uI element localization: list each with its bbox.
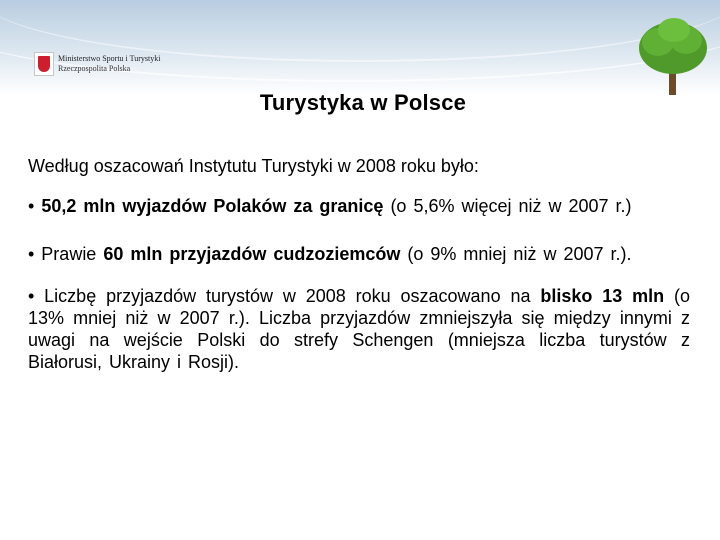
bullet-1-bold: 50,2 mln wyjazdów Polaków za granicę (41, 196, 384, 216)
slide-body (28, 155, 690, 393)
bullet-3-prefix: • Liczbę przyjazdów turystów w 2008 roku oszacowano na (28, 286, 541, 306)
bullet-3-bold: blisko 13 mln (540, 286, 665, 306)
slide-title: Turystyka w Polsce (259, 90, 467, 115)
bullet-3-rest: (o 13% mniej niż w 2007 r.). Liczba przyjazdów zmniejszyła się między innymi z uwagi na wejście Polski do strefy Schengen (mniejsza liczba turystów z Białorusi, Ukrainy i Rosji). (28, 286, 690, 372)
intro-text: Według oszacowań Instytutu Turystyki w 2008 roku było: (28, 156, 479, 176)
bullet-1 (28, 195, 690, 217)
ministry-line-2: Rzeczpospolita Polska (58, 64, 131, 73)
ministry-name (58, 54, 160, 74)
bullet-1-prefix: • (28, 196, 42, 216)
slide-header-band (0, 0, 720, 95)
polish-eagle-emblem-icon (34, 52, 54, 76)
tree-icon (628, 12, 718, 95)
bullet-1-rest: (o 5,6% więcej niż w 2007 r.) (383, 196, 632, 216)
bullet-2 (28, 243, 690, 265)
bullet-2-bold: 60 mln przyjazdów cudzoziemców (103, 244, 401, 264)
ministry-logo (34, 52, 160, 76)
bullet-2-prefix: • Prawie (28, 244, 104, 264)
bullet-3 (28, 285, 690, 373)
ministry-line-1: Ministerstwo Sportu i Turystyki (58, 54, 161, 63)
bullet-2-rest: (o 9% mniej niż w 2007 r.). (400, 244, 632, 264)
